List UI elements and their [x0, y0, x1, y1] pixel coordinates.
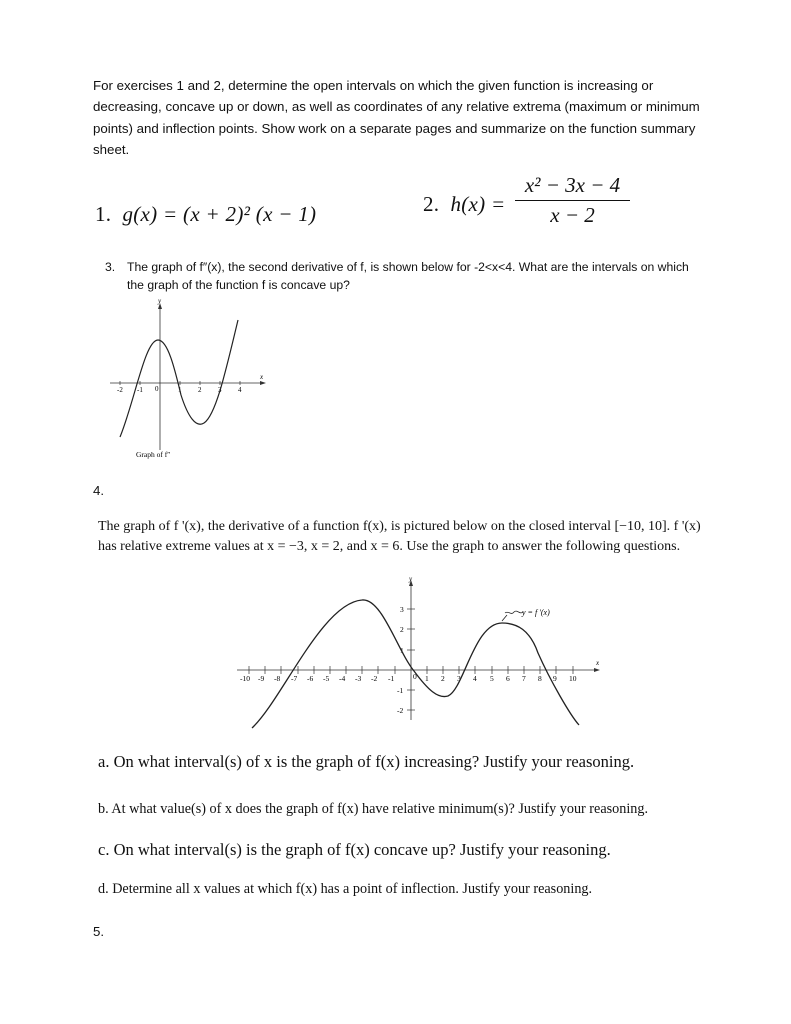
- second-derivative-graph: [100, 295, 275, 465]
- x-tick-label: -7: [291, 674, 298, 683]
- fraction-numerator: x² − 3x − 4: [524, 173, 621, 197]
- graph-caption: Graph of f″: [136, 450, 171, 459]
- x-tick-label: -6: [307, 674, 314, 683]
- y-tick-label: 1: [400, 646, 404, 655]
- curve-label: y = f '(x): [522, 608, 550, 617]
- question-3-text: The graph of f″(x), the second derivative of f, is shown below for -2<x<4. What are the intervals on which the graph of the function f is concave up?: [127, 260, 689, 292]
- tick-label: 4: [238, 386, 242, 394]
- x-tick-label: -4: [339, 674, 346, 683]
- x-tick-label: -8: [274, 674, 281, 683]
- y-axis-label: y: [158, 297, 162, 305]
- exercise-2-number: 2.: [423, 192, 440, 216]
- instructions-paragraph: For exercises 1 and 2, determine the open intervals on which the given function is increasing or decreasing, concave up or down, as well as coordinates of any relative extrema (maximum or minimum points) and inflection points. Show work on a separate pages and summarize on the function summary sheet.: [93, 78, 700, 157]
- x-axis-label: x: [596, 659, 600, 667]
- y-axis-label: y: [409, 575, 413, 583]
- x-tick-label: -5: [323, 674, 330, 683]
- question-4d: d. Determine all x values at which f(x) has a point of inflection. Justify your reasoning.: [98, 881, 593, 897]
- y-tick-label: -2: [397, 706, 404, 715]
- question-4-text: The graph of f '(x), the derivative of a function f(x), is pictured below on the closed interval [−10, 10]. f '(x) has relative extreme values at x = −3, x = 2, and x = 6. Use the graph to answer the following questions.: [98, 519, 701, 554]
- x-tick-label: 2: [441, 674, 445, 683]
- x-tick-label: -2: [371, 674, 378, 683]
- y-tick-label: -1: [397, 686, 404, 695]
- x-tick-label: 7: [522, 674, 526, 683]
- x-tick-label: 9: [553, 674, 557, 683]
- x-axis-arrow: [260, 381, 266, 385]
- f-prime-curve: [252, 600, 579, 728]
- x-tick-label: -3: [355, 674, 362, 683]
- x-tick-label: 1: [425, 674, 429, 683]
- exercise-2-label: [423, 192, 506, 217]
- tick-label: 2: [198, 386, 202, 394]
- curve-label-arrow: [502, 615, 507, 621]
- tick-label: 0: [155, 385, 159, 393]
- question-3-number: 3.: [105, 260, 116, 274]
- curve-label-pointer: [505, 611, 523, 613]
- exercise-1: [95, 202, 316, 227]
- x-axis-label: x: [260, 373, 264, 381]
- exercise-2-lhs: h(x) =: [450, 192, 506, 216]
- x-tick-label: 8: [538, 674, 542, 683]
- exercise-1-number: 1.: [95, 202, 112, 226]
- question-4-number: 4.: [93, 483, 105, 498]
- question-4a: a. On what interval(s) of x is the graph of f(x) increasing? Justify your reasoning.: [98, 752, 635, 771]
- y-tick-label: 3: [400, 605, 404, 614]
- y-tick-label: 2: [400, 625, 404, 634]
- question-4b: b. At what value(s) of x does the graph of f(x) have relative minimum(s)? Justify your reasoning.: [98, 801, 649, 817]
- x-tick-label: 3: [457, 674, 461, 683]
- x-tick-label: -9: [258, 674, 265, 683]
- x-tick-label: 10: [569, 674, 577, 683]
- tick-label: 1: [178, 386, 182, 394]
- tick-label: -1: [137, 386, 143, 394]
- x-tick-label: 6: [506, 674, 510, 683]
- x-axis-arrow: [594, 668, 600, 672]
- tick-label: -2: [117, 386, 123, 394]
- x-tick-label: 0: [413, 672, 417, 681]
- x-tick-label: 4: [473, 674, 477, 683]
- derivative-graph: [232, 575, 612, 735]
- tick-label: 3: [218, 386, 222, 394]
- exercise-2-fraction: [515, 172, 630, 228]
- f-double-prime-curve: [120, 320, 238, 437]
- exercise-1-expression: g(x) = (x + 2)² (x − 1): [122, 202, 317, 226]
- question-4c: c. On what interval(s) is the graph of f(x) concave up? Justify your reasoning.: [98, 840, 611, 859]
- fraction-denominator: x − 2: [550, 203, 595, 228]
- question-5-number: 5.: [93, 924, 105, 939]
- x-tick-label: -1: [388, 674, 395, 683]
- x-tick-label: -10: [240, 674, 250, 683]
- fraction-bar: [515, 200, 630, 201]
- x-tick-label: 5: [490, 674, 494, 683]
